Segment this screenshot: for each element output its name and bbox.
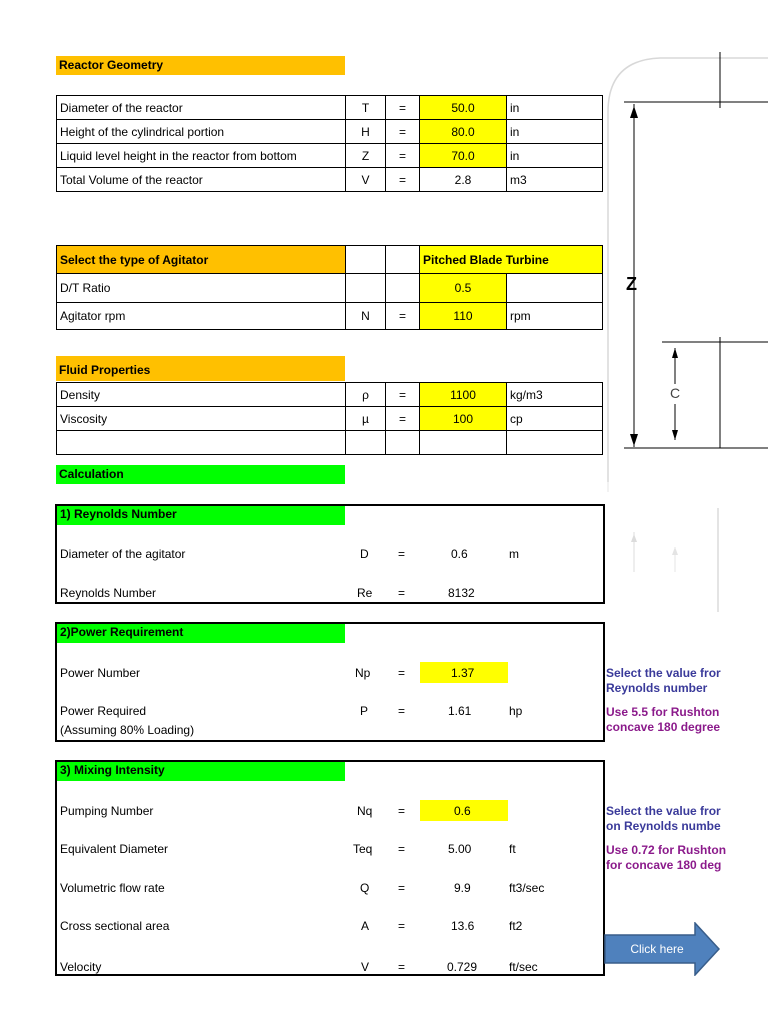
- cell-value: 2.8: [420, 168, 507, 192]
- cell-equals: =: [398, 804, 406, 818]
- table-row: [57, 246, 603, 274]
- table-row: [57, 664, 603, 682]
- cell-label: Diameter of the agitator: [60, 547, 186, 561]
- pumping-number-note: [606, 804, 721, 834]
- table-row: [57, 584, 603, 602]
- cell-unit: hp: [509, 704, 523, 718]
- reactor-geometry-table: [56, 95, 603, 192]
- cell-value: 8132: [448, 586, 475, 600]
- cell-symbol: Z: [346, 144, 386, 168]
- cell-label: Reynolds Number: [60, 586, 157, 600]
- cell-value: 13.6: [451, 919, 475, 933]
- input-rpm[interactable]: 110: [420, 303, 507, 330]
- note-line: Use 0.72 for Rushton: [606, 843, 727, 857]
- cell-empty: [507, 431, 603, 455]
- cell-equals: =: [398, 881, 406, 895]
- cell-value: 0.729: [447, 960, 478, 974]
- cell-unit: kg/m3: [507, 383, 603, 407]
- table-row: [57, 917, 603, 935]
- input-diameter[interactable]: 50.0: [420, 96, 507, 120]
- cell-equals: =: [386, 144, 420, 168]
- table-row: [57, 702, 603, 720]
- c-dimension-label: C: [670, 385, 681, 401]
- cell-equals: =: [386, 383, 420, 407]
- cell-symbol: P: [360, 704, 369, 718]
- table-row: [57, 545, 603, 563]
- table-row: [57, 383, 603, 407]
- cell-symbol: Np: [355, 666, 371, 680]
- cell-symbol: ρ: [346, 383, 386, 407]
- cell-symbol: Q: [360, 881, 370, 895]
- note-line: for concave 180 deg: [606, 858, 722, 872]
- cell-unit: ft3/sec: [509, 881, 545, 895]
- cell-symbol: T: [346, 96, 386, 120]
- section-title: 2)Power Requirement: [60, 625, 184, 639]
- cell-equals: =: [386, 303, 420, 330]
- reynolds-header: [57, 506, 345, 525]
- cell-label: Height of the cylindrical portion: [57, 120, 346, 144]
- mixing-section: [55, 760, 605, 976]
- table-row: [57, 431, 603, 455]
- table-row: [57, 96, 603, 120]
- cell-label: Density: [57, 383, 346, 407]
- cell-label: Agitator rpm: [57, 303, 346, 330]
- cell-label: Total Volume of the reactor: [57, 168, 346, 192]
- cell-equals: =: [386, 120, 420, 144]
- agitator-table: [56, 245, 603, 330]
- cell-unit: in: [507, 144, 603, 168]
- cell-symbol: Re: [357, 586, 373, 600]
- rushton-power-note: [606, 705, 720, 735]
- cell-symbol: D: [360, 547, 369, 561]
- table-row: [57, 144, 603, 168]
- cell-equals: =: [398, 547, 406, 561]
- input-viscosity[interactable]: 100: [420, 407, 507, 431]
- section-title: Reactor Geometry: [59, 58, 164, 72]
- table-row: [57, 879, 603, 897]
- cell-unit: in: [507, 96, 603, 120]
- section-title: 3) Mixing Intensity: [60, 763, 165, 777]
- cell-label: D/T Ratio: [57, 274, 346, 303]
- cell-equals: =: [398, 842, 406, 856]
- cell-equals: =: [398, 960, 406, 974]
- rushton-pumping-note: [606, 843, 726, 873]
- power-number-note: [606, 666, 721, 696]
- cell-label: Diameter of the reactor: [57, 96, 346, 120]
- cell-equals: =: [398, 919, 406, 933]
- table-row: [57, 958, 603, 976]
- note-line: concave 180 degree: [606, 720, 721, 734]
- cell-equals: =: [398, 666, 406, 680]
- cell-label: Power Number: [60, 666, 141, 680]
- mixing-header: [57, 762, 345, 781]
- cell-label: Cross sectional area: [60, 919, 170, 933]
- fluid-properties-table: [56, 382, 603, 455]
- cell-symbol: H: [346, 120, 386, 144]
- cell-unit: m3: [507, 168, 603, 192]
- table-row: [57, 168, 603, 192]
- click-here-button[interactable]: [604, 935, 710, 963]
- table-row: [57, 840, 603, 858]
- cell-value: 5.00: [448, 842, 472, 856]
- cell-unit: rpm: [507, 303, 603, 330]
- power-section: [55, 622, 605, 742]
- cell-equals: [386, 274, 420, 303]
- input-density[interactable]: 1100: [420, 383, 507, 407]
- cell-unit: cp: [507, 407, 603, 431]
- note-line: Reynolds number: [606, 681, 708, 695]
- cell-equals: =: [398, 704, 406, 718]
- table-row: [57, 120, 603, 144]
- section-title: Calculation: [59, 467, 124, 481]
- cell-empty: [57, 431, 346, 455]
- reactor-geometry-header: [56, 56, 345, 75]
- cell-equals: =: [386, 168, 420, 192]
- cell-symbol: Teq: [353, 842, 373, 856]
- section-title: Fluid Properties: [59, 363, 151, 377]
- cell-value: 1.37: [451, 666, 475, 680]
- cell-label: Viscosity: [57, 407, 346, 431]
- cell-empty: [346, 246, 386, 274]
- cell-symbol: µ: [346, 407, 386, 431]
- cell-equals: =: [398, 586, 406, 600]
- cell-label: Power Required: [60, 704, 147, 718]
- table-row: [57, 407, 603, 431]
- cell-symbol: [346, 274, 386, 303]
- cell-equals: =: [386, 407, 420, 431]
- cell-symbol: A: [361, 919, 370, 933]
- section-title: 1) Reynolds Number: [60, 507, 177, 521]
- agitator-select-label: Select the type of Agitator: [57, 246, 346, 274]
- reynolds-section: [55, 504, 605, 604]
- calculation-header: [56, 465, 345, 484]
- cell-unit: ft: [509, 842, 516, 856]
- note-line: Use 5.5 for Rushton: [606, 705, 720, 719]
- table-row: [57, 274, 603, 303]
- cell-equals: =: [386, 96, 420, 120]
- note-line: Select the value fror: [606, 804, 721, 818]
- input-dt-ratio[interactable]: 0.5: [420, 274, 507, 303]
- input-height[interactable]: 80.0: [420, 120, 507, 144]
- cell-symbol: N: [346, 303, 386, 330]
- cell-label: Equivalent Diameter: [60, 842, 169, 856]
- cell-empty: [346, 431, 386, 455]
- cell-unit: [507, 274, 603, 303]
- cell-value: 1.61: [448, 704, 472, 718]
- fluid-properties-header: [56, 356, 345, 381]
- loading-note: (Assuming 80% Loading): [60, 723, 195, 737]
- note-line: Select the value fror: [606, 666, 721, 680]
- table-row: [57, 721, 603, 739]
- agitator-type-select[interactable]: Pitched Blade Turbine: [420, 246, 603, 274]
- cell-empty: [386, 246, 420, 274]
- cell-unit: ft2: [509, 919, 523, 933]
- cell-symbol: Nq: [357, 804, 373, 818]
- note-line: on Reynolds numbe: [606, 819, 721, 833]
- z-dimension-label: Z: [626, 274, 637, 294]
- button-label: Click here: [630, 942, 684, 956]
- cell-unit: in: [507, 120, 603, 144]
- cell-label: Liquid level height in the reactor from bottom: [57, 144, 346, 168]
- cell-empty: [420, 431, 507, 455]
- power-header: [57, 624, 345, 643]
- reactor-diagram: [600, 52, 768, 612]
- cell-value: 9.9: [454, 881, 471, 895]
- cell-unit: ft/sec: [509, 960, 538, 974]
- input-liquid-level[interactable]: 70.0: [420, 144, 507, 168]
- table-row: [57, 802, 603, 820]
- cell-value: 0.6: [454, 804, 471, 818]
- cell-label: Velocity: [60, 960, 102, 974]
- cell-empty: [386, 431, 420, 455]
- table-row: [57, 303, 603, 330]
- cell-symbol: V: [361, 960, 370, 974]
- cell-symbol: V: [346, 168, 386, 192]
- cell-unit: m: [509, 547, 519, 561]
- cell-value: 0.6: [451, 547, 468, 561]
- cell-label: Volumetric flow rate: [60, 881, 165, 895]
- cell-label: Pumping Number: [60, 804, 154, 818]
